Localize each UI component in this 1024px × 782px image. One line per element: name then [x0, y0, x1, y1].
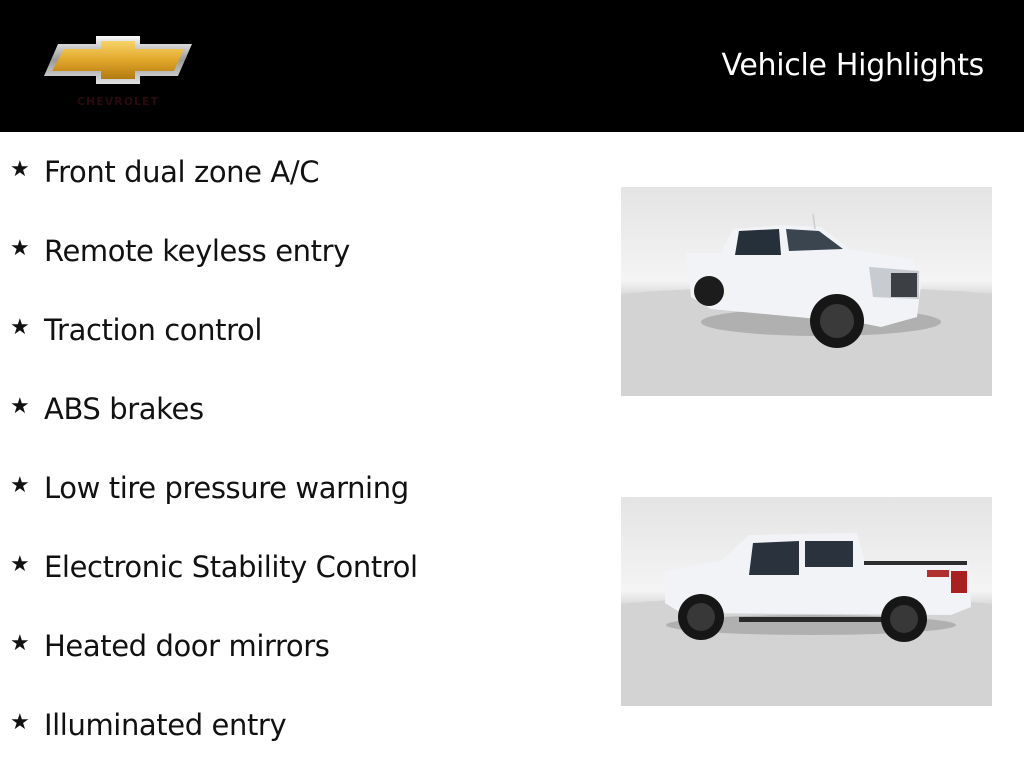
star-icon: ★: [10, 236, 30, 261]
star-icon: ★: [10, 315, 30, 340]
highlight-label: ABS brakes: [44, 392, 204, 426]
highlights-list: [10, 150, 418, 782]
brand-wordmark: CHEVROLET: [76, 95, 160, 108]
header: [0, 0, 1024, 132]
star-icon: ★: [10, 157, 30, 182]
star-icon: ★: [10, 394, 30, 419]
highlight-label: Heated door mirrors: [44, 629, 330, 663]
star-icon: ★: [10, 473, 30, 498]
list-item: [10, 150, 418, 229]
list-item: [10, 703, 418, 782]
star-icon: ★: [10, 631, 30, 656]
list-item: [10, 466, 418, 545]
truck-side-profile-photo: [621, 497, 992, 706]
list-item: [10, 624, 418, 703]
list-item: [10, 229, 418, 308]
highlight-label: Illuminated entry: [44, 708, 287, 742]
list-item: [10, 545, 418, 624]
star-icon: ★: [10, 552, 30, 577]
highlight-label: Traction control: [44, 313, 262, 347]
highlight-label: Electronic Stability Control: [44, 550, 418, 584]
highlight-label: Low tire pressure warning: [44, 471, 409, 505]
star-icon: ★: [10, 710, 30, 735]
highlight-label: Front dual zone A/C: [44, 155, 320, 189]
highlight-label: Remote keyless entry: [44, 234, 350, 268]
list-item: [10, 308, 418, 387]
truck-front-three-quarter-photo: [621, 187, 992, 396]
page-title: Vehicle Highlights: [721, 48, 984, 83]
list-item: [10, 387, 418, 466]
